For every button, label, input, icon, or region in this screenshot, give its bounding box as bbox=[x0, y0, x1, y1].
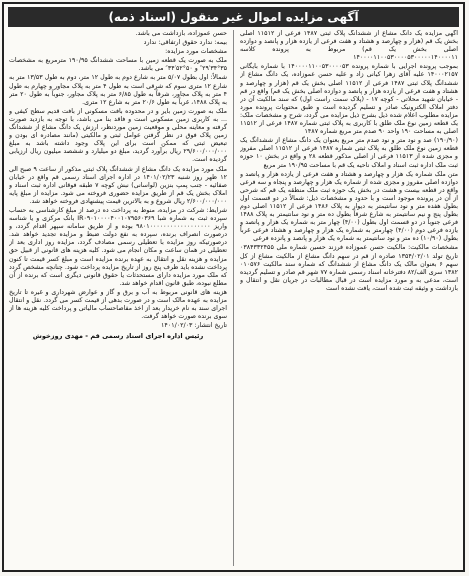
paragraph: ملک به صورت زمین بایر و در محدوده بافت مسکونی از بافت قدیم سطح کیفی و ... به کاربری زمین مسکونی است و فاقد بنا می باشد، با توجه به بازدید صورت گرفته و معاینه محلی و موقعیت زمین موردنظر، ارزش یک دانگ مشاع از ششدانگ زمین پلاک فوق در نظر گرفتن عوامل ثبتی و مالکیتی (مانند مصادره ای بودن و تبعیض ثبتی که ممکن است برای این پلاک وجود داشته باشد به مبلغ ۲۹/۶۰۰/۰۰۰/۰۰۰ ریال برآورد گردید، مبلغ دو میلیارد و ششصد میلیون ریال ارزیابی گردیده است. bbox=[9, 107, 227, 164]
paragraph: (۱۹۰/۹۰) صد و نود متر و نود صدم متر مربع بعنوان یک دانگ مشاع از ششدانگ یک قطعه زمین نوع ملک طلق به پلاک ثبتی شماره ۱۴۸۷ فرعی از ۱۱۵۱۲ اصلی مفروز و مجزی شده از ۱۱۵۱۳ فرعی از اصلی مذکور قطعه ۲۸ و واقع در بخش ۱۰ حوزه ثبت ملک اداره ثبت اسناد و املاک ناحیه یک قم با مساحت ۱۹۰/۹۵ متر مربع bbox=[240, 137, 458, 169]
paragraph: متن ملک شماره یک هزار و چهارصد و هشتاد و هفت فرعی از یازده هزار و پانصد و دوازده اصلی مفروز و مجزی شده از شماره یک هزار و چهارصد و پنجاه و سه فرعی واقع در قطعه بیست و هشت در بخش یک حوزه ثبت ملک منطقه یک قم که شرحی از آن در پرونده موجود است و با حدود و مشخصات ذیل: شمالاً در دو قسمت اول بطول هفده متر و نود سانتیمتر به دیوار به پلاک ۱۴۸۶ فرعی از ۱۱۵۱۲ اصلی دوم بطول پنج و نیم سانتیمتر به شارع شرقاً بطول ده متر و نود سانتیمتر به پلاک ۱۴۸۸ فرعی جنوباً در دو قسمت اول بطول (۴/۰۰) چهار متر به شماره یک هزار و پانصد و یازده فرعی دوم (۴/۰۰) چهارمتر به شماره یک هزار و چهارصد و هشتاد فرعی غرباً بطول (۱۰/۹۰) ده متر و نود سانتیمتر به شماره یک هزار و پانصد و پانزده فرعی bbox=[240, 170, 458, 243]
left-column bbox=[9, 30, 227, 566]
paragraph: شمالاً: اول بطول ۵/۰۷ متر به شارع دوم به طول ۱۲ متر، دوم به طول ۱۳/۵۳ متر به شارع ۱۲ متری سوم که شرقی است به طول ۴ متر به پلاک مجاور و چهارم به طول ۴ متر به پلاک مجاور، شرقاً به طول ۶/۸۵ متر به پلاک مجاور، جنوباً به طول ۲۰ متر به پلاک ۱۴۸۸، غرباً به طول ۲۰/۶ متر به شارع ۱۲ متری. bbox=[9, 74, 227, 106]
paragraph: هزینه های قانونی مربوط به آب و برق و گاز و عوارض شهرداری و غیره تا تاریخ مزایده به عهده مالک است و در صورت بدهی از قیمت کسر می گردد. نقل و انتقال اجرای سند به نام خریدار بعد از اخذ مفاصاحساب مالیاتی و پرداخت کلیه هزینه ها از سوی برنده صورت خواهد گرفت. bbox=[9, 288, 227, 321]
paragraph: مشخصات مورد مزایده: bbox=[165, 48, 227, 56]
paragraph: بیمه: ندارد حقوق ارتفاقی: ندارد bbox=[143, 39, 227, 47]
paragraph: شرایط: شرکت در مزایده، منوط به پرداخت ده درصد از مبلغ کارشناسی به حساب سپرده ثبت به شماره شبا IR۰۹۰۱۰۰۰۰۴۰۰۱۰۷۹۵۶۰۳۶۹ بانک مرکزی و یا شناسه واریز ۹۸۰۱۰۰۰۰۰۰۰۰۰۰۰۰۰۰۰۰۰۰ بوده و از طریق سامانه سپهر اقدام گردد، و درصورت انصراف برنده، سپرده به نفع دولت ضبط و مزایده تجدید خواهد شد. درصورتیکه روز مزایده با تعطیلی رسمی مصادف گردد، مزایده روز اداری بعد از تعطیلی در همان ساعت و مکان انجام می شود. کلیه هزینه های قانونی از قبیل حق مزایده و هزینه نقل و انتقال به عهده برنده مزایده است و مبلغ کسر قیمت تا کنون پرداخت نشده باید ظرف پنج روز از تاریخ مزایده پرداخت شود. چنانچه مشخص گردد که ملک مورد مزایده دارای مستحدثات یا حقوق قانونی دیگری است که برنده از آن مطلع نبوده، طبق قانون اقدام خواهد شد. bbox=[9, 206, 227, 287]
paragraph: آگهی مزایده یک دانگ مشاع از ششدانگ پلاک ثبتی ۱۴۸۷ فرعی از ۱۱۵۱۲ اصلی بخش یک قم (هزار و چهارصد و هشتاد و هفت فرعی از یازده هزار و پانصد و دوازده اصلی بخش یک قم) مربوط به پرونده کلاسه ۱۴۰۰۰۰۱۱۰۰۵۳۰۰۰۰۵۳۰۰۰۰۰۱۴۰۰۰۰۱۱ bbox=[240, 30, 458, 62]
paragraph: حسن عموزاده، بازداشت می باشد. bbox=[135, 30, 227, 37]
column-divider bbox=[233, 30, 234, 566]
notice-header bbox=[8, 7, 459, 27]
paragraph: ملک مورد مزایده یک دانگ مشاع از ششدانگ پلاک ثبتی مذکور از ساعت ۹ صبح الی ۱۲ ظهر روز شنبه ۱۴۰۱/۰۲/۲۳ در اداره اجرای اسناد رسمی قم واقع در خیابان صفائیه - جنب پمپ بنزین (لواسانی) نبش کوچه ۷ طبقه فوقانی اداره ثبت اسناد و املاک بخش یک قم از طریق مزایده حضوری فروخته می شود. مزایده از مبلغ پایه ۲/۶۰۰/۰۰۰/۰۰۰ ریال شروع و به بالاترین قیمت پیشنهادی فروخته خواهد شد. bbox=[9, 165, 227, 205]
notice-page bbox=[2, 2, 465, 572]
notice-title: آگهی مزایده اموال غیر منقول (اسناد ذمه) bbox=[108, 10, 359, 24]
paragraph: ملک به صورت یک قطعه زمین با مساحت ششدانگ ۱۹۰/۹۵ مترمربع به مشخصات ۳۵°۳۴′۲۹″ و ۵۰°۵۲′۳۴″ می باشد. bbox=[9, 57, 227, 73]
signature: رئیس اداره اجرای اسناد رسمی قم - مهدی روزخوش bbox=[32, 332, 204, 341]
right-column bbox=[240, 30, 458, 566]
paragraph: بموجب پرونده اجرایی با شماره پرونده ۱۴۰۰۰۰۱۱۰۰۵۳۰۰۰۰۵۳ با شماره بایگانی ۱۴۰۰۰۲۱۵۷ علیه آقای زهرا کیانی زاد و علیه حسن عموزاده، یک دانگ مشاع از ششدانگ پلاک ثبتی ۱۴۸۷ فرعی از ۱۱۵۱۲ اصلی بخش یک قم (هزار و چهارصد و هشتاد و هفت فرعی از یازده هزار و پانصد و دوازده اصلی بخش یک قم) واقع در قم - خیابان شهید محلاتی - کوچه ۱۷ - (پلاک سمت راست اول) که سند مالکیت آن در دفتر املاک الکترونیک صادر و تسلیم گردیده است و طبق محتویات پرونده مورد مزایده مطلوب اعلام شده ذیل بشرح ذیل مزایده می گردد، شرح و مشخصات ملک: یک قطعه زمین نوع ملک طلق با کاربری به پلاک ثبتی شماره ۱۴۸۷ فرعی از ۱۱۵۱۲ اصلی به مساحت ۱۹۰ واحد ۹۰ صدم متر مربع شماره ۱۴۸۷ bbox=[240, 63, 458, 136]
notice-body bbox=[9, 30, 458, 566]
paragraph: مشخصات مالکیت: مالکیت حسن عموزاده فرزند حسین شماره ملی ۰۳۸۴۳۳۲۴۵۵ تاریخ تولد ۱۳۵۴/۰۲/۰۱ صادره از قم در سهم دانگ مشاع از مالکیت مشاع از کل سهم ۶ بعنوان مالک یک دانگ مشاع از ششدانگ که شماره سند مالکیت ۰۱۰۵۷۶ ۱۳۸۲ سری الف/۸۲ دفترخانه اسناد رسمی شماره ۷۷ شهر قم صادر و تسلیم گردیده است، مدعی به و مورد مزایده است در قبال مطالبات در جریان نقل و انتقال و بازداشت و وثیقه ثبت شده است، یافت نشده است bbox=[240, 244, 458, 292]
paragraph: تاریخ انتشار: ۱۴۰۱/۰۲/۰۳ bbox=[161, 322, 227, 330]
